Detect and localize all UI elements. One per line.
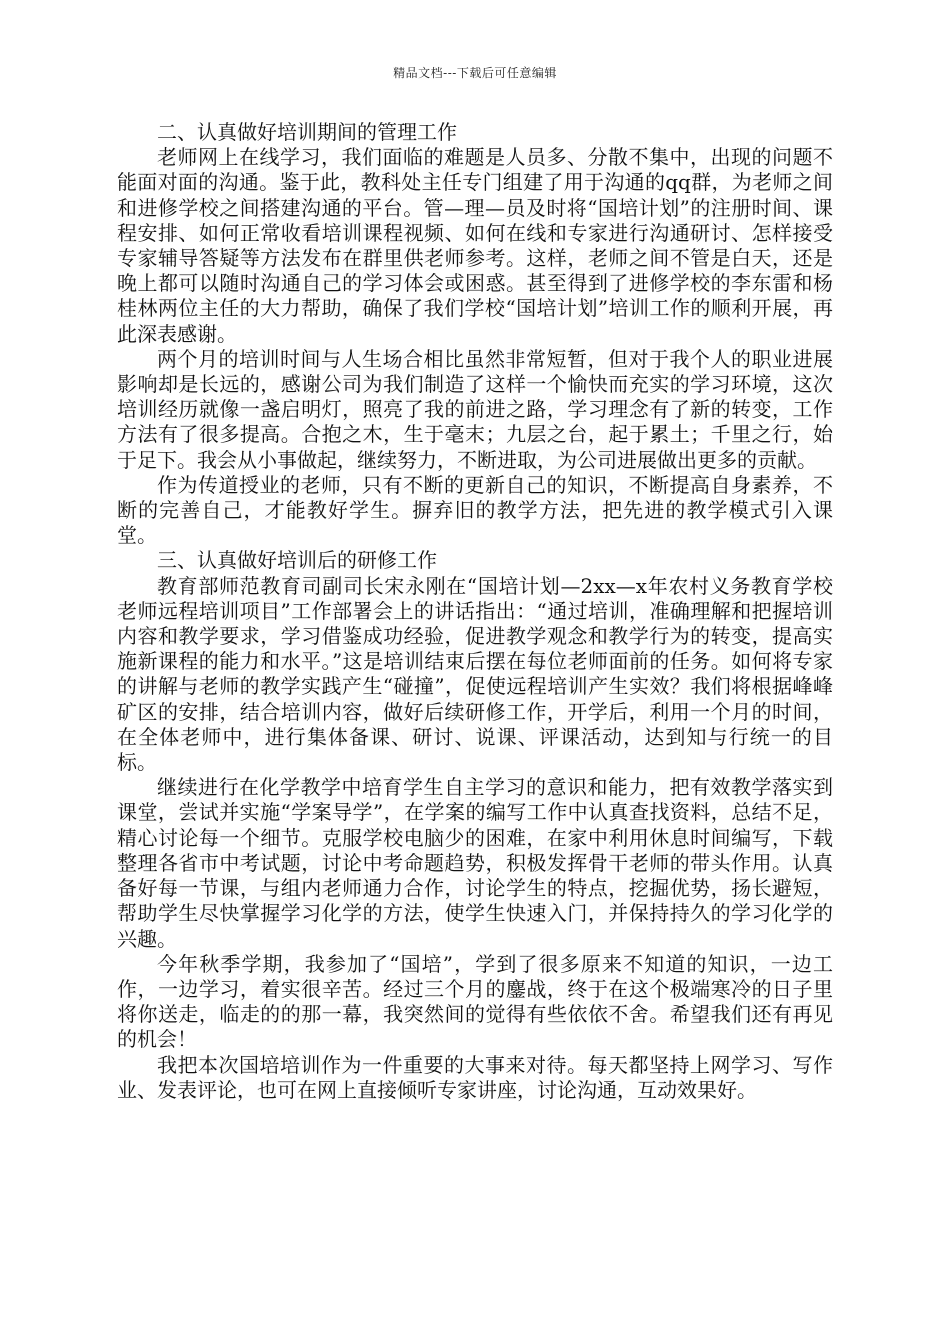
body-paragraph: 作为传道授业的老师，只有不断的更新自己的知识，不断提高自身素养，不断的完善自己，才能教好学生。摒弃旧的教学方法，把先进的教学模式引入课堂。: [117, 472, 833, 548]
body-paragraph: 两个月的培训时间与人生场合相比虽然非常短暂，但对于我个人的职业进展影响却是长远的，感谢公司为我们制造了这样一个愉快而充实的学习环境，这次培训经历就像一盏启明灯，照亮了我的前进之路，学习理念有了新的转变，工作方法有了很多提高。合抱之木，生于毫末；九层之台，起于累土；千里之行，始于足下。我会从小事做起，继续努力，不断进取，为公司进展做出更多的贡献。: [117, 346, 833, 472]
section-heading-management: 二、认真做好培训期间的管理工作: [157, 120, 457, 144]
body-paragraph: 教育部师范教育司副司长宋永刚在“国培计划—2xx—x年农村义务教育学校老师远程培训项目”工作部署会上的讲话指出：“通过培训，准确理解和把握培训内容和教学要求，学习借鉴成功经验，促进教学观念和教学行为的转变，提高实施新课程的能力和水平。”这是培训结束后摆在每位老师面前的任务。如何将专家的讲解与老师的教学实践产生“碰撞”，促使远程培训产生实效？我们将根据峰峰矿区的安排，结合培训内容，做好后续研修工作，开学后，利用一个月的时间，在全体老师中，进行集体备课、研讨、说课、评课活动，达到知与行统一的目标。: [117, 573, 833, 775]
page-header: 精品文档---下载后可任意编辑: [393, 66, 557, 80]
section-heading-post-training: 三、认真做好培训后的研修工作: [157, 548, 437, 573]
body-paragraph: 今年秋季学期，我参加了“国培”，学到了很多原来不知道的知识，一边工作，一边学习，着实很辛苦。经过三个月的鏖战，终于在这个极端寒冷的日子里将你送走，临走的的那一幕，我突然间的觉得有些依依不舍。希望我们还有再见的机会！: [117, 951, 833, 1052]
body-paragraph: 继续进行在化学教学中培育学生自主学习的意识和能力，把有效教学落实到课堂，尝试并实施“学案导学”，在学案的编写工作中认真查找资料，总结不足，精心讨论每一个细节。克服学校电脑少的困难，在家中利用休息时间编写，下载整理各省市中考试题，讨论中考命题趋势，积极发挥骨干老师的带头作用。认真备好每一节课，与组内老师通力合作，讨论学生的特点，挖掘优势，扬长避短，帮助学生尽快掌握学习化学的方法，使学生快速入门，并保持持久的学习化学的兴趣。: [117, 775, 833, 951]
document-body: [117, 120, 833, 1103]
body-paragraph: 老师网上在线学习，我们面临的难题是人员多、分散不集中，出现的问题不能面对面的沟通。鉴于此，教科处主任专门组建了用于沟通的qq群，为老师之间和进修学校之间搭建沟通的平台。管—理—员及时将“国培计划”的注册时间、课程安排、如何正常收看培训课程视频、如何在线和专家进行沟通研讨、怎样接受专家辅导答疑等方法发布在群里供老师参考。这样，老师之间不管是白天，还是晚上都可以随时沟通自己的学习体会或困惑。甚至得到了进修学校的李东雷和杨桂林两位主任的大力帮助，确保了我们学校“国培计划”培训工作的顺利开展，再此深表感谢。: [117, 145, 833, 346]
body-paragraph: 我把本次国培培训作为一件重要的大事来对待。每天都坚持上网学习、写作业、发表评论，也可在网上直接倾听专家讲座，讨论沟通，互动效果好。: [117, 1052, 833, 1102]
